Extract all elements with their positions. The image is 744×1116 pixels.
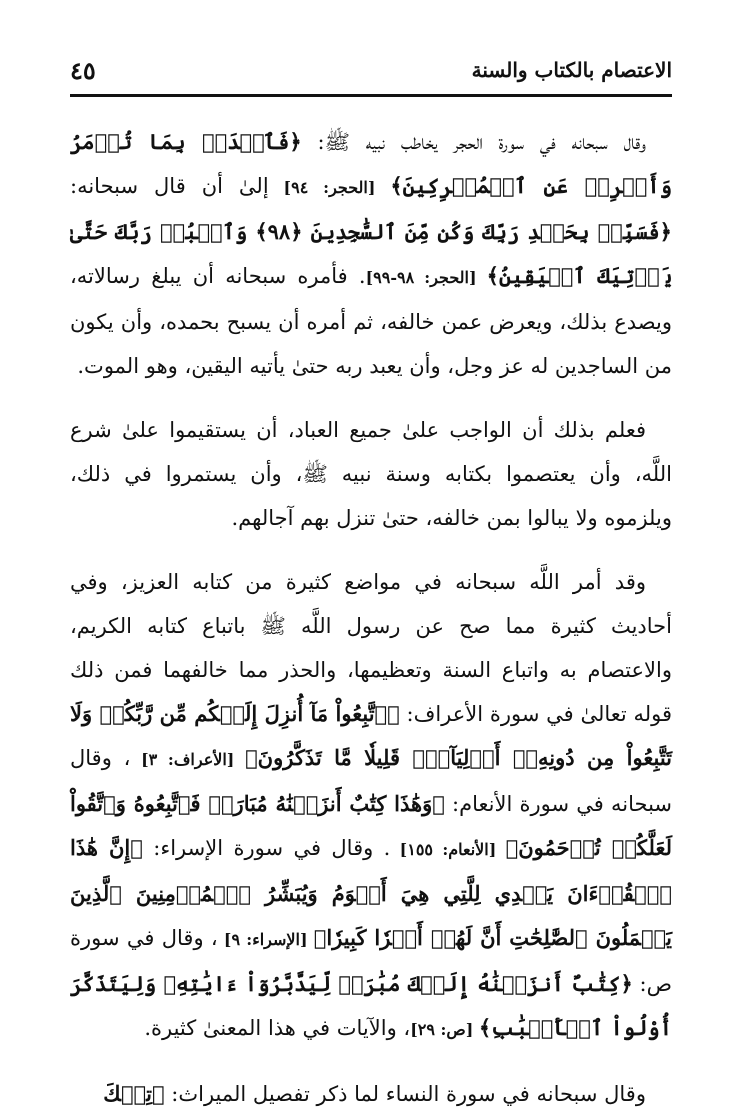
body-text: ، والآيات في هذا المعنىٰ كثيرة. (144, 1016, 411, 1040)
paragraph (70, 120, 672, 388)
paragraph (70, 408, 672, 540)
quran-quote: ﴿فَسَبِّحۡ بِحَمۡدِ رَبِّكَ وَكُن مِّنَ ٱلسَّٰجِدِينَ ﴿٩٨﴾ وَٱعۡبُدۡ رَبَّكَ حَتَّىٰ يَأۡتِيَكَ ٱلۡيَقِينُ﴾ (70, 219, 672, 288)
verse-reference: [الحجر: ٩٨-٩٩] (365, 268, 487, 287)
verse-reference: [ص: ٢٩] (410, 1020, 479, 1039)
verse-reference: [الحجر: ٩٤] (268, 178, 391, 197)
verse-reference: [الأنعام: ١٥٥] (390, 840, 506, 859)
page-header (70, 48, 672, 92)
body-text: وقال سبحانه في سورة النساء لما ذكر تفصيل الميراث: (164, 1082, 646, 1106)
quran-quote: ﴿كِتَٰبٌ أَنزَلۡنَٰهُ إِلَيۡكَ مُبَٰرَكٞ لِّيَدَّبَّرُوٓاْ ءَايَٰتِهِۦ وَلِيَتَذَكَّرَ أُوْلُواْ ٱلۡأَلۡبَٰبِ﴾ (70, 971, 672, 1040)
body-text: . فأمره سبحانه أن يبلغ رسالاته، ويصدع بذلك، ويعرض عمن خالفه، ثم أمره أن يسبح بحمده، وأن يكون من الساجدين له عز وجل، وأن يعبد ربه حتىٰ يأتيه اليقين، وهو الموت. (70, 264, 672, 378)
page-body (70, 120, 672, 1116)
verse-reference: [الأعراف: ٣] (130, 750, 246, 769)
body-text: ، وقال في سورة ص: (70, 926, 672, 996)
body-text: وقد أمر اللَّه سبحانه في مواضع كثيرة من كتابه العزيز، وفي أحاديث كثيرة مما صح عن رسول اللَّه ﷺ باتباع كتابه الكريم، والاعتصام به واتباع السنة وتعظيمها، والحذر مما خالفهما فمن ذلك قوله تعالىٰ في سورة الأعراف: (70, 570, 673, 726)
paragraph (70, 560, 672, 1052)
quran-quote: ﴿إِنَّ هَٰذَا ٱلۡقُرۡءَانَ يَهۡدِي لِلَّتِي هِيَ أَقۡوَمُ وَيُبَشِّرُ ٱلۡمُؤۡمِنِينَ ٱلَّذِينَ يَعۡمَلُونَ ٱلصَّٰلِحَٰتِ أَنَّ لَهُمۡ أَجۡرٗا كَبِيرٗا﴾ (70, 835, 672, 950)
verse-reference: [الإسراء: ٩] (217, 930, 314, 949)
body-text: إلىٰ أن قال سبحانه: (70, 174, 269, 198)
quran-quote: ﴿ٱتَّبِعُواْ مَآ أُنزِلَ إِلَيۡكُم مِّن رَّبِّكُمۡ وَلَا تَتَّبِعُواْ مِن دُونِهِۦٓ أَوۡلِيَآءَۗ قَلِيلٗا مَّا تَذَكَّرُونَ﴾ (70, 701, 673, 770)
body-text: وقال سبحانه في سورة الحجر يخاطب نبيه ﷺ: (301, 130, 646, 154)
quran-quote: ﴿تِلۡكَ (103, 1081, 165, 1106)
body-text: ، وقال سبحانه في سورة الأنعام: (70, 746, 672, 816)
body-text: فعلم بذلك أن الواجب علىٰ جميع العباد، أن يستقيموا علىٰ شرع اللَّه، وأن يعتصموا بكتابه وسنة نبيه ﷺ، وأن يستمروا في ذلك، ويلزموه ولا يبالوا بمن خالفه، حتىٰ تنزل بهم آجالهم. (70, 418, 672, 530)
page-number: ٤٥ (70, 55, 96, 85)
quran-quote: ﴿فَٱصۡدَعۡ بِمَا تُؤۡمَرُ وَأَعۡرِضۡ عَنِ ٱلۡمُشۡرِكِينَ﴾ (70, 129, 672, 198)
quran-quote: ﴿وَهَٰذَا كِتَٰبٌ أَنزَلۡنَٰهُ مُبَارَكٞ فَٱتَّبِعُوهُ وَٱتَّقُواْ لَعَلَّكُمۡ تُرۡحَمُونَ﴾ (70, 791, 673, 860)
header-divider (70, 94, 672, 97)
body-text: . وقال في سورة الإسراء: (142, 836, 391, 860)
running-title: الاعتصام بالكتاب والسنة (471, 58, 672, 82)
paragraph (70, 1072, 672, 1116)
